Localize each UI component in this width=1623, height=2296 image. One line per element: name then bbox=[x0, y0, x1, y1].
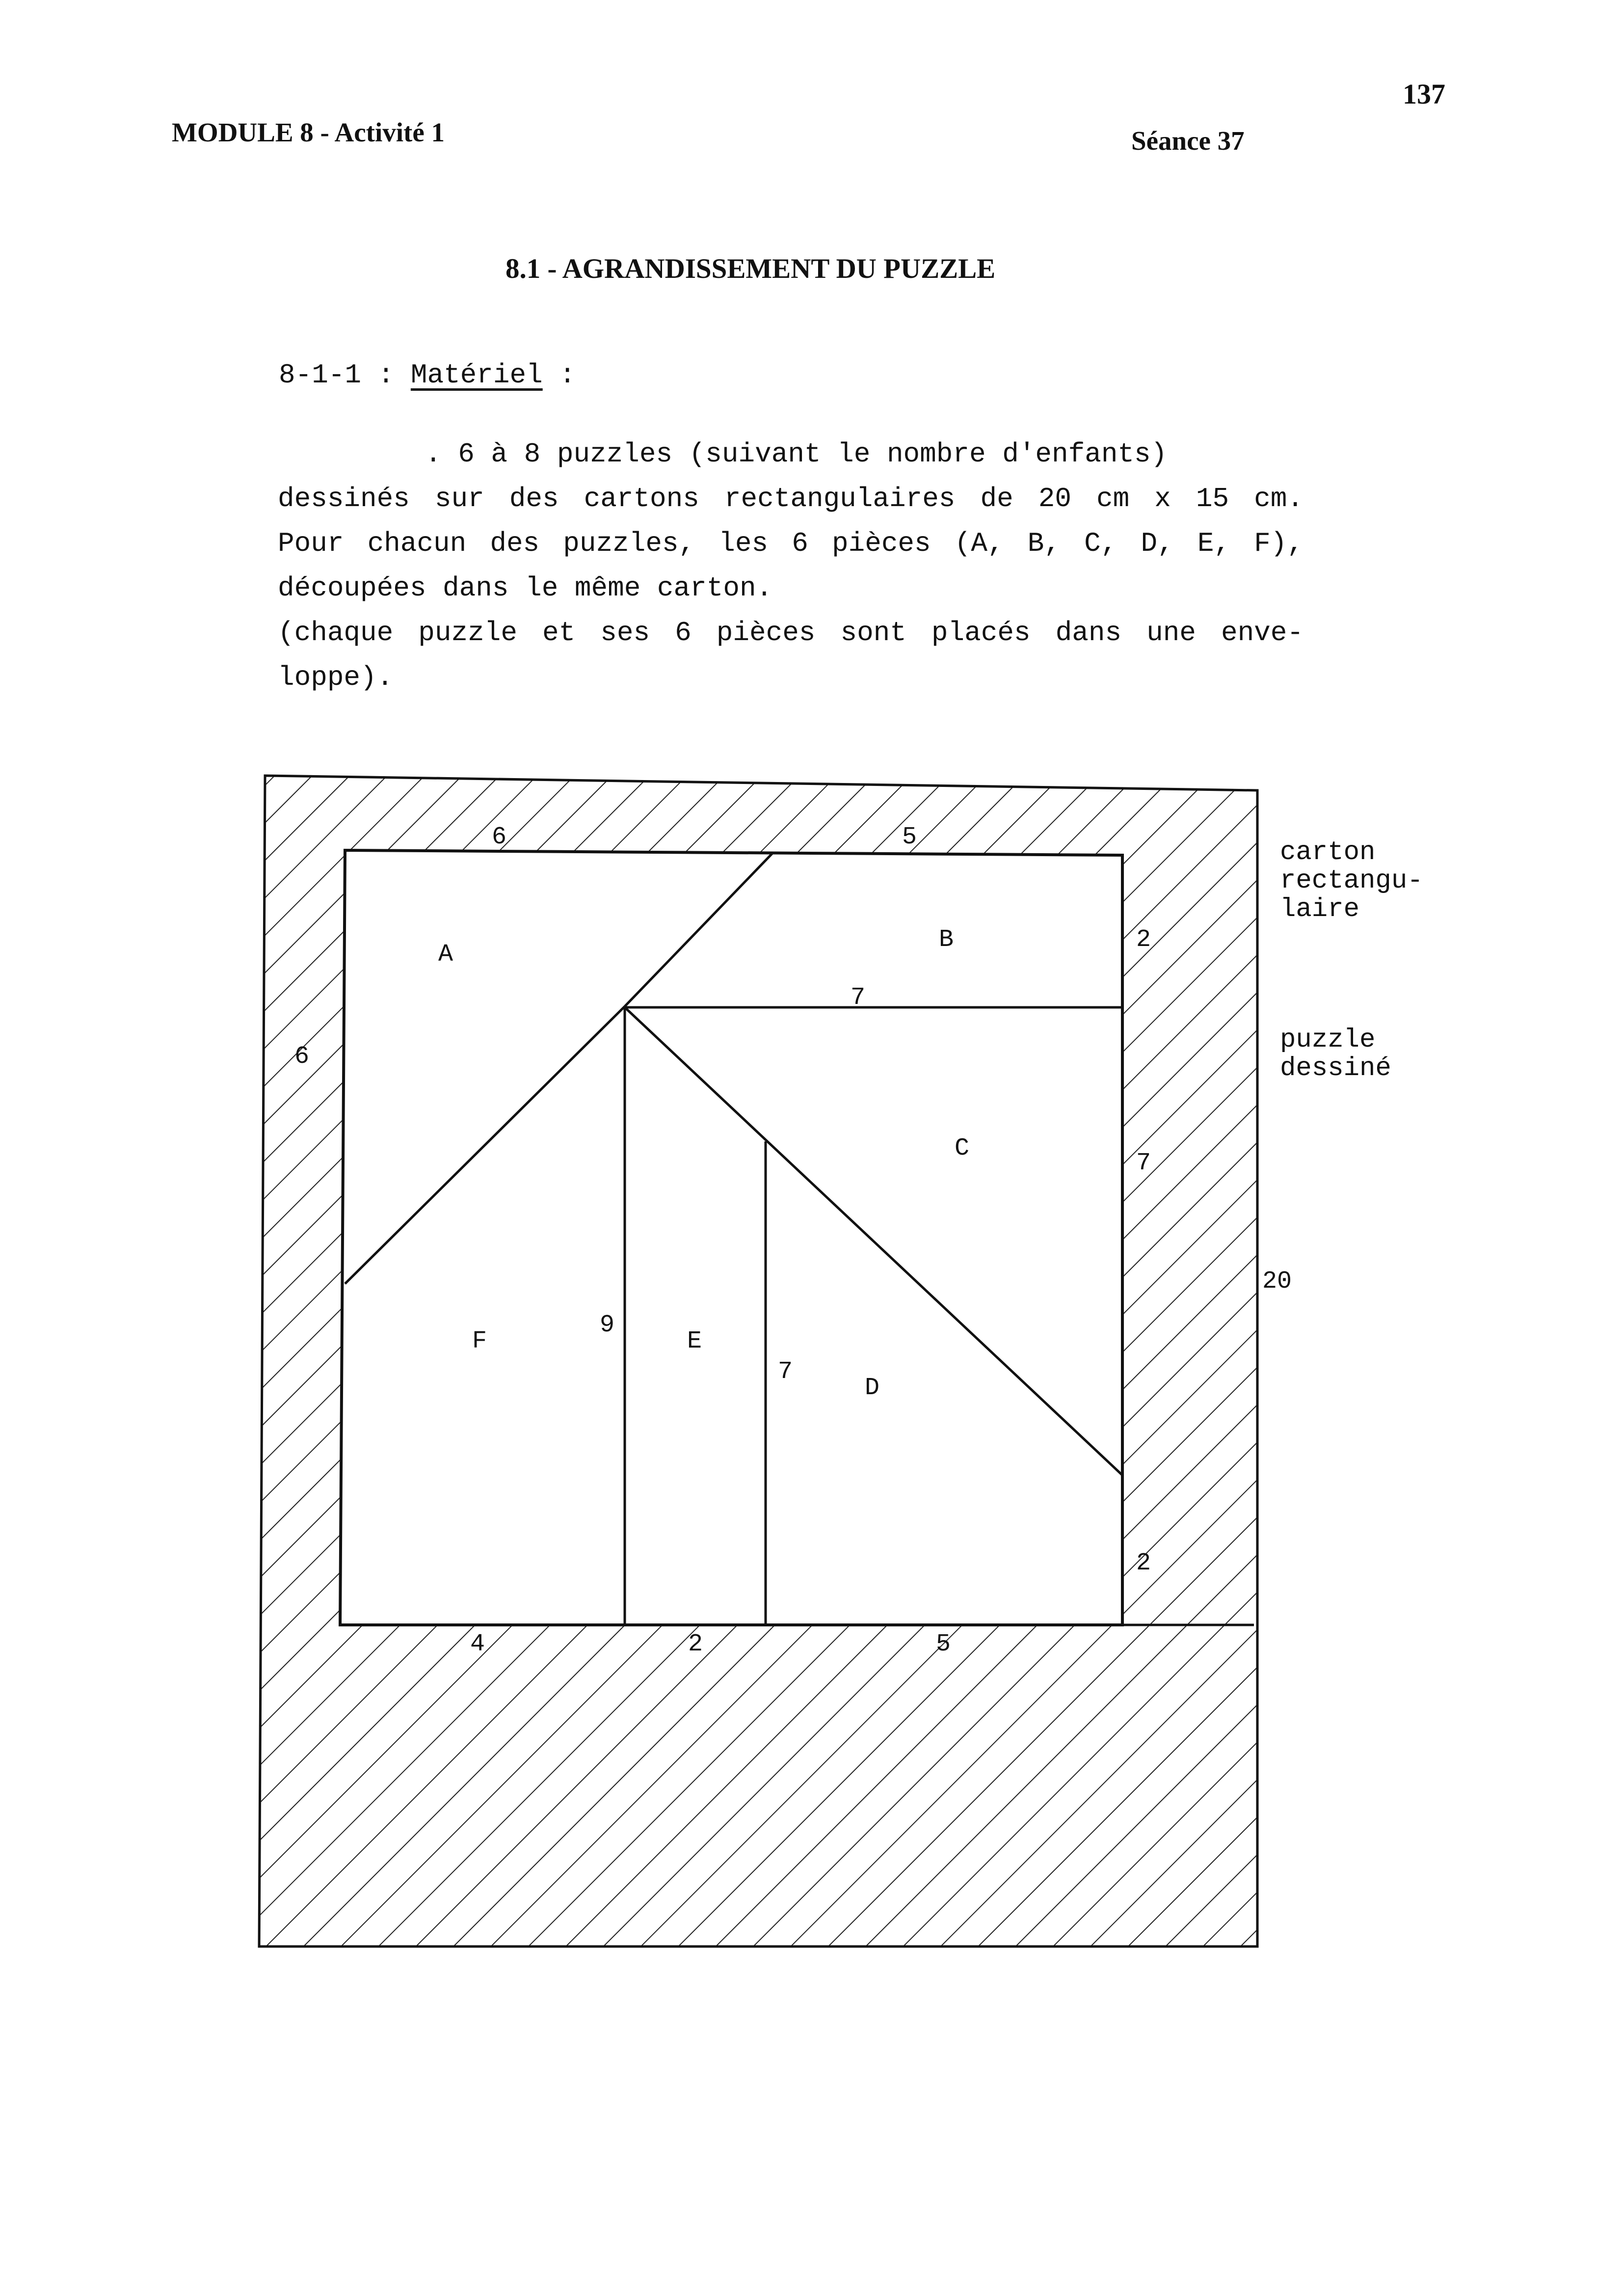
dim-bottom-right: 5 bbox=[936, 1630, 951, 1658]
legend-puzzle bbox=[1280, 1026, 1391, 1083]
legend-puzzle-line: dessiné bbox=[1280, 1053, 1391, 1083]
dim-bottom-left: 4 bbox=[470, 1630, 485, 1658]
dim-right-top: 2 bbox=[1136, 926, 1151, 954]
session-label: Séance 37 bbox=[1131, 126, 1245, 156]
piece-label-b: B bbox=[939, 926, 954, 954]
module-title: MODULE 8 - Activité 1 bbox=[172, 117, 445, 147]
section-title: 8.1 - AGRANDISSEMENT DU PUZZLE bbox=[506, 253, 996, 284]
body-line: découpées dans le même carton. bbox=[278, 572, 773, 604]
dim-top-left: 6 bbox=[492, 823, 507, 851]
subsection-suffix: : bbox=[559, 359, 576, 391]
legend-carton-line: laire bbox=[1280, 894, 1360, 924]
puzzle-outline bbox=[340, 850, 1122, 1625]
dim-right-middle: 7 bbox=[1136, 1149, 1151, 1177]
legend-puzzle-line: puzzle bbox=[1280, 1025, 1376, 1055]
subsection-title: Matériel bbox=[410, 359, 543, 391]
body-line: Pour chacun des puzzles, les 6 pièces (A, B, C, D, E, F), bbox=[278, 528, 1304, 559]
body-line: (chaque puzzle et ses 6 pièces sont placés dans une enve- bbox=[278, 617, 1304, 648]
dim-inner-b-bottom: 7 bbox=[851, 984, 866, 1012]
piece-label-d: D bbox=[865, 1374, 880, 1402]
piece-label-f: F bbox=[472, 1327, 487, 1355]
body-line: loppe). bbox=[278, 662, 394, 693]
dim-top-right: 5 bbox=[902, 823, 917, 851]
body-line: dessinés sur des cartons rectangulaires de 20 cm x 15 cm. bbox=[278, 483, 1304, 514]
dim-inner-e-right: 7 bbox=[778, 1358, 793, 1386]
body-line: . 6 à 8 puzzles (suivant le nombre d'enfants) bbox=[425, 438, 1168, 470]
legend-carton-line: carton bbox=[1280, 837, 1376, 867]
dim-bottom-middle: 2 bbox=[688, 1630, 703, 1658]
piece-label-e: E bbox=[687, 1327, 702, 1355]
legend-carton-line: rectangu- bbox=[1280, 866, 1423, 896]
legend-carton bbox=[1280, 838, 1423, 924]
dim-inner-e-left: 9 bbox=[600, 1311, 615, 1339]
page-number: 137 bbox=[1403, 78, 1445, 110]
piece-label-c: C bbox=[955, 1134, 970, 1162]
dim-left: 6 bbox=[294, 1043, 310, 1071]
piece-label-a: A bbox=[438, 941, 453, 969]
dim-right-bottom: 2 bbox=[1136, 1549, 1151, 1577]
subsection-number: 8-1-1 : bbox=[279, 359, 395, 391]
dim-height: 20 bbox=[1262, 1268, 1292, 1296]
